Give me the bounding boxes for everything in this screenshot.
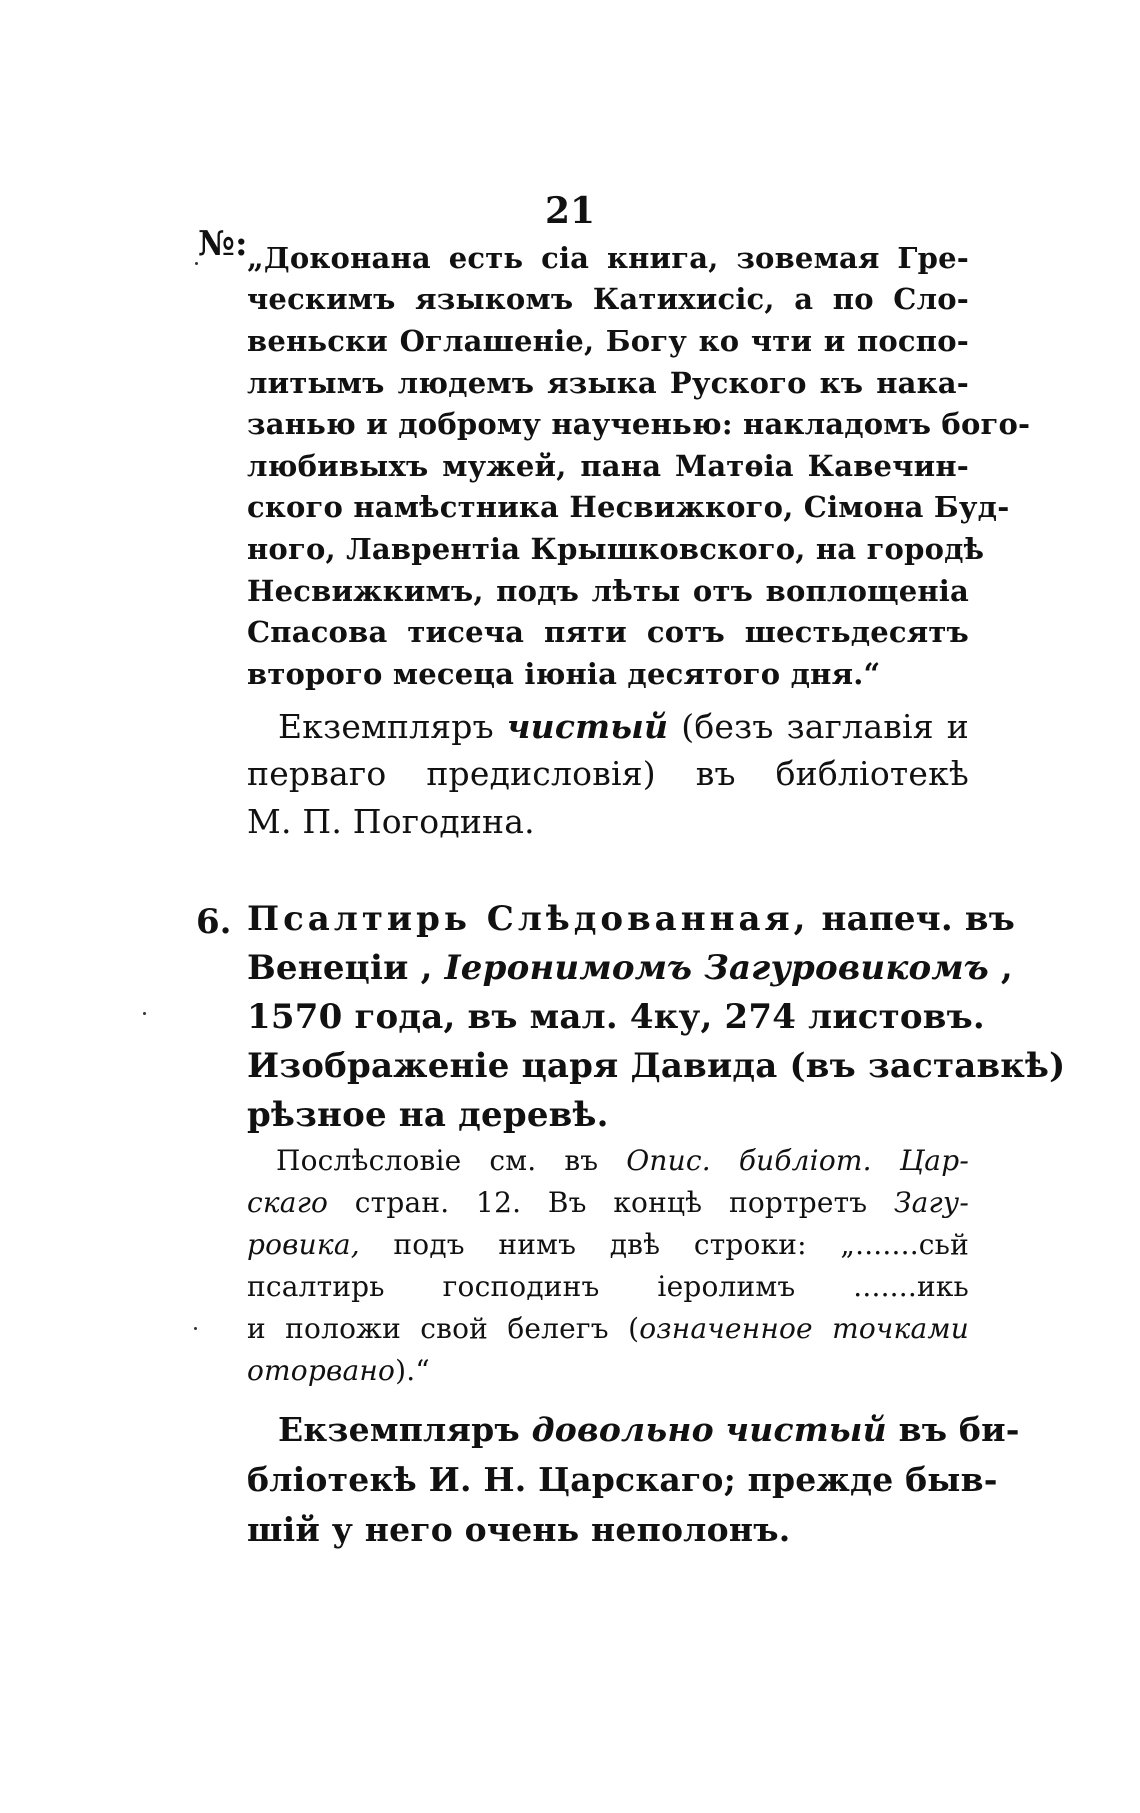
italic-text: Загу- bbox=[894, 1186, 969, 1219]
entry-line bbox=[247, 948, 1013, 988]
entry-line: рѣзное на деревѣ. bbox=[247, 1095, 609, 1135]
entry-title: Псалтирь Слѣдованная, bbox=[247, 899, 810, 939]
signature-mark: №: bbox=[198, 224, 248, 264]
text: стран. 12. Въ концѣ портретъ bbox=[328, 1186, 894, 1219]
printer-name: Іеронимомъ Загуровикомъ bbox=[444, 948, 989, 988]
exemplar-line: М. П. Погодина. bbox=[247, 802, 535, 841]
quote-line: ного, Лаврентіа Крышковского, на городѣ bbox=[247, 532, 985, 566]
exemplar-line: бліотекѣ И. Н. Царскаго; прежде быв- bbox=[247, 1460, 998, 1499]
text: Послѣсловіе см. въ bbox=[276, 1144, 627, 1177]
text: Екземпляръ bbox=[278, 707, 507, 746]
note-line bbox=[247, 1186, 969, 1219]
text: Венеціи , bbox=[247, 948, 445, 988]
note-line bbox=[276, 1144, 969, 1177]
note-line bbox=[247, 1312, 969, 1345]
italic-text: Опис. библіот. Цар- bbox=[626, 1144, 969, 1177]
quote-line: Несвижкимъ, подъ лѣты отъ воплощеніа bbox=[247, 574, 969, 608]
scan-speck bbox=[143, 1012, 146, 1015]
text: въ би- bbox=[886, 1410, 1020, 1449]
entry-title-line bbox=[247, 899, 1016, 939]
exemplar-line bbox=[278, 707, 969, 746]
text: (безъ заглавія и bbox=[668, 707, 969, 746]
text: напеч. въ bbox=[809, 899, 1016, 939]
exemplar-line: шій у него очень неполонъ. bbox=[247, 1510, 791, 1549]
italic-text: оторвано bbox=[247, 1354, 396, 1387]
quote-line: второго месеца іюніа десятого дня.“ bbox=[247, 657, 881, 691]
note-line bbox=[247, 1354, 969, 1387]
text: ).“ bbox=[395, 1354, 430, 1387]
text: подъ нимъ двѣ строки: „.......сьй bbox=[359, 1228, 969, 1261]
italic-text: чистый bbox=[506, 707, 669, 746]
quote-line: ского намѣстника Несвижкого, Сімона Буд- bbox=[247, 490, 1010, 524]
exemplar-line: перваго предисловія) въ библіотекѣ bbox=[247, 754, 969, 793]
note-line bbox=[247, 1228, 969, 1261]
quote-line: занью и доброму наученью: накладомъ бого- bbox=[247, 407, 1031, 441]
italic-text: довольно чистый bbox=[531, 1410, 887, 1449]
quote-line: веньски Оглашеніе, Богу ко чти и поспо- bbox=[247, 324, 969, 358]
page-number: 21 bbox=[544, 190, 596, 232]
italic-text: ровика, bbox=[247, 1228, 360, 1261]
italic-text: скаго bbox=[247, 1186, 329, 1219]
entry-line: 1570 года, въ мал. 4ку, 274 листовъ. bbox=[247, 997, 985, 1037]
note-line: псалтирь господинъ іеролимъ .......икь bbox=[247, 1270, 969, 1303]
quote-line: любивыхъ мужей, пана Матѳіа Кавечин- bbox=[247, 449, 969, 483]
text: , bbox=[988, 948, 1013, 988]
quote-line: литымъ людемъ языка Руского къ нака- bbox=[247, 366, 969, 400]
scan-speck bbox=[195, 262, 198, 265]
scan-speck bbox=[194, 1327, 197, 1330]
quote-line: Спасова тисеча пяти сотъ шестьдесятъ bbox=[247, 615, 969, 649]
quote-line: ческимъ языкомъ Катихисіс, а по Сло- bbox=[247, 282, 969, 316]
entry-number: 6. bbox=[196, 902, 232, 942]
quote-line: „Доконана есть сіа книга, зовемая Гре- bbox=[247, 241, 969, 275]
italic-text: означенное точками bbox=[639, 1312, 969, 1345]
text: Екземпляръ bbox=[278, 1410, 532, 1449]
entry-line: Изображеніе царя Давида (въ заставкѣ) bbox=[247, 1046, 1066, 1086]
exemplar-line bbox=[278, 1410, 1020, 1449]
text: и положи свой белегъ ( bbox=[247, 1312, 640, 1345]
